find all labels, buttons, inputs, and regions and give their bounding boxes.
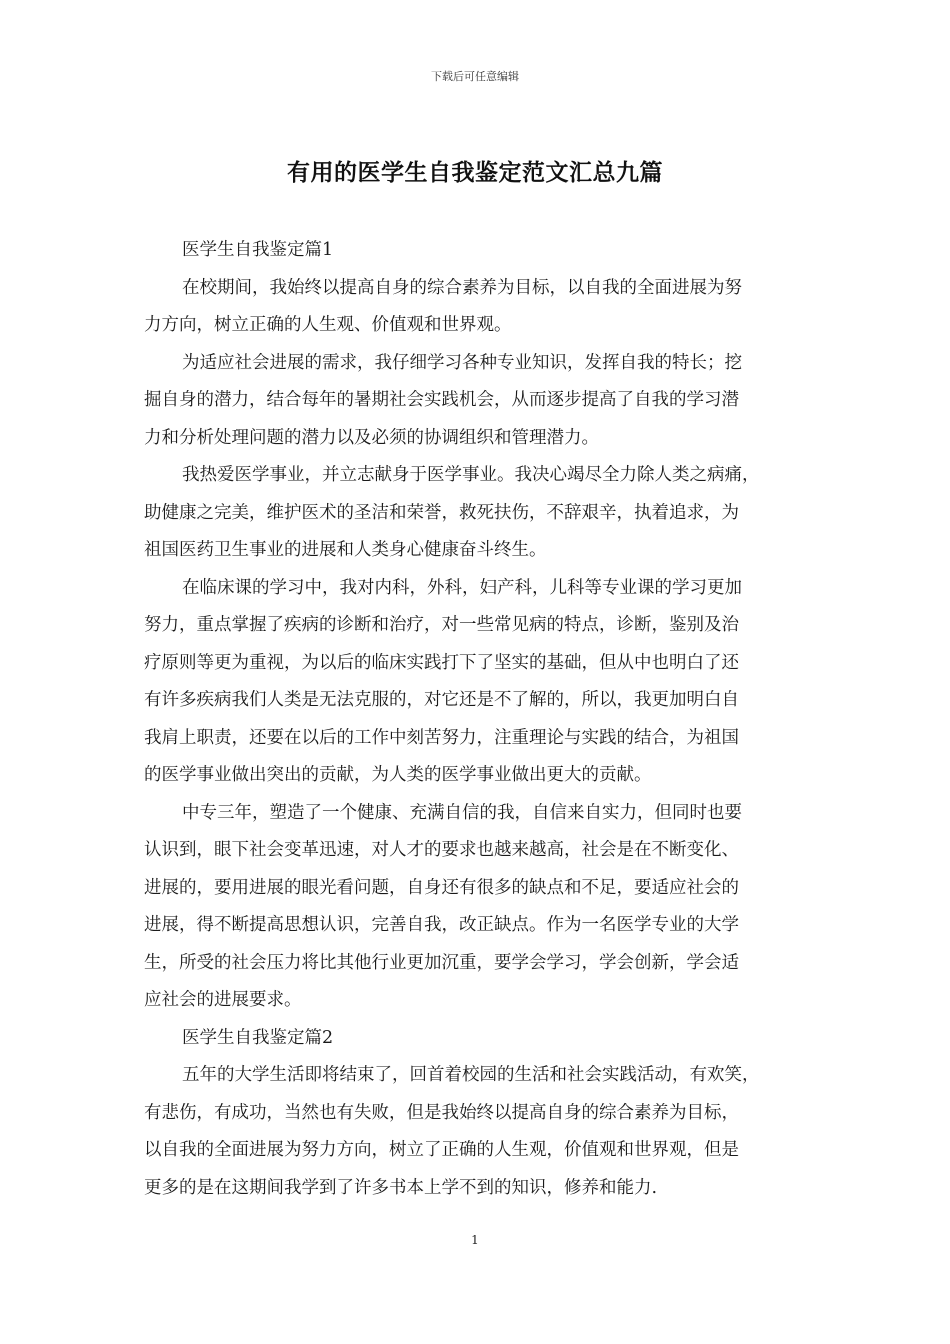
text-line: 应社会的进展要求。 [144,990,302,1010]
text-line: 力和分析处理问题的潜力以及必须的协调组织和管理潜力。 [144,427,599,448]
text-line: 在校期间，我始终以提高自身的综合素养为目标，以自我的全面进展为努 [182,277,742,298]
text-line: 我肩上职责，还要在以后的工作中刻苦努力，注重理论与实践的结合，为祖国 [144,727,739,748]
text-line: 生，所受的社会压力将比其他行业更加沉重，要学会学习，学会创新，学会适 [144,952,739,973]
text-line: 进展的，要用进展的眼光看问题，自身还有很多的缺点和不足，要适应社会的 [144,877,739,898]
text-line: 五年的大学生活即将结束了，回首着校园的生活和社会实践活动，有欢笑， [182,1065,760,1085]
document-body [144,232,830,1207]
page-number: 1 [471,1233,479,1247]
text-line: 医学生自我鉴定篇1 [182,240,334,260]
text-line: 祖国医药卫生事业的进展和人类身心健康奋斗终生。 [144,540,547,560]
text-line: 的医学事业做出突出的贡献，为人类的医学事业做出更大的贡献。 [144,765,652,785]
text-line: 医学生自我鉴定篇2 [182,1027,334,1048]
text-line: 进展，得不断提高思想认识，完善自我，改正缺点。作为一名医学专业的大学 [144,915,739,935]
text-line: 为适应社会进展的需求，我仔细学习各种专业知识，发挥自我的特长；挖 [182,352,742,373]
header-note: 下载后可任意编辑 [431,70,519,83]
text-line: 掘自身的潜力，结合每年的暑期社会实践机会，从而逐步提高了自我的学习潜 [144,390,739,410]
text-line: 中专三年，塑造了一个健康、充满自信的我，自信来自实力，但同时也要 [182,802,742,823]
text-line: 更多的是在这期间我学到了许多书本上学不到的知识，修养和能力. [144,1177,658,1198]
text-line: 在临床课的学习中，我对内科，外科，妇产科，儿科等专业课的学习更加 [182,577,742,598]
text-line: 以自我的全面进展为努力方向，树立了正确的人生观，价值观和世界观，但是 [144,1140,739,1160]
text-line: 疗原则等更为重视，为以后的临床实践打下了坚实的基础，但从中也明白了还 [144,652,739,673]
text-line: 我热爱医学事业，并立志献身于医学事业。我决心竭尽全力除人类之病痛， [182,465,760,485]
page-title: 有用的医学生自我鉴定范文汇总九篇 [287,159,663,186]
text-line: 努力，重点掌握了疾病的诊断和治疗，对一些常见病的特点，诊断，鉴别及治 [144,615,739,635]
text-line: 认识到，眼下社会变革迅速，对人才的要求也越来越高，社会是在不断变化、 [144,840,739,860]
text-line: 有悲伤，有成功，当然也有失败，但是我始终以提高自身的综合素养为目标， [144,1102,739,1123]
text-line: 力方向，树立正确的人生观、价值观和世界观。 [144,315,512,335]
text-line: 有许多疾病我们人类是无法克服的，对它还是不了解的，所以，我更加明白自 [144,690,739,710]
text-line: 助健康之完美，维护医术的圣洁和荣誉，救死扶伤，不辞艰辛，执着追求，为 [144,502,739,523]
